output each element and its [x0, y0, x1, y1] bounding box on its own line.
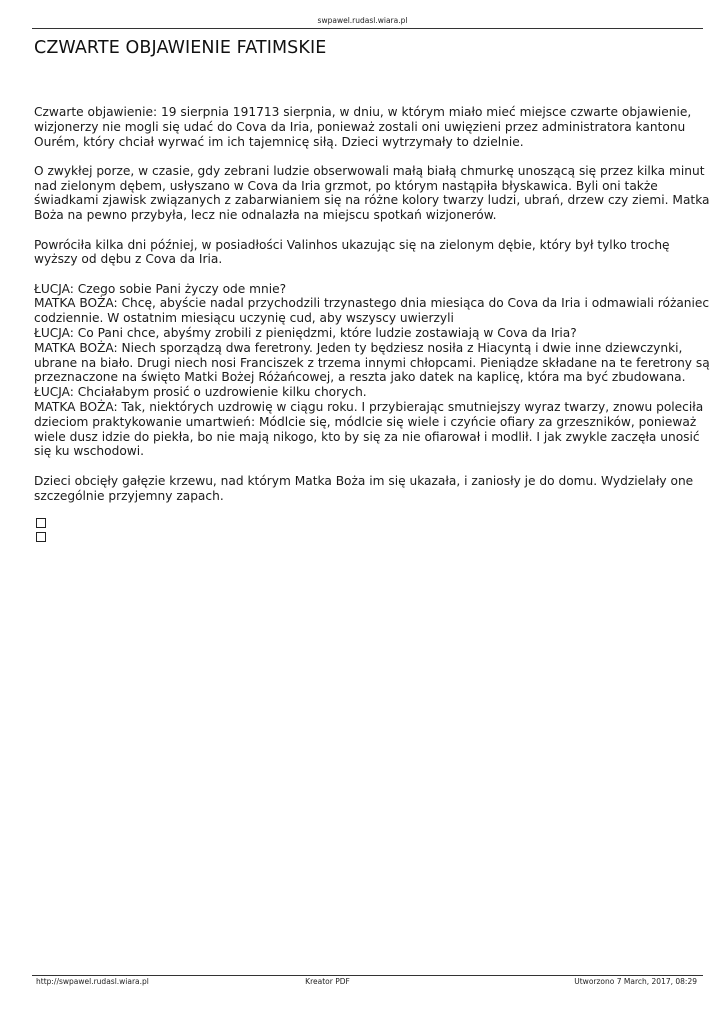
- paragraph-storm: O zwykłej porze, w czasie, gdy zebrani ludzie obserwowali małą białą chmurkę unoszącą się przez kilka minut nad zielonym dębem, usłyszano w Cova da Iria grzmot, po którym nastąpiła błyskawica. Byli oni także świadkami zjawisk związanych z zabarwianiem się na różne kolory twarzy ludzi, ubrań, drzew czy ziemi. Matka Boża na pewno przybyła, lecz nie odnalazła na miejscu spotkań wizjonerów.: [34, 163, 710, 223]
- dialogue-line: MATKA BOŻA: Chcę, abyście nadal przychodzili trzynastego dnia miesiąca do Cova da Iria i odmawiali różaniec codziennie. W ostatnim miesiącu uczynię cud, aby wszyscy uwierzyli: [34, 296, 710, 326]
- dialogue-line: ŁUCJA: Czego sobie Pani życzy ode mnie?: [34, 281, 287, 296]
- missing-image-icon: [36, 518, 46, 528]
- dialogue-block: [34, 282, 714, 460]
- footer-generator: Kreator PDF: [305, 977, 350, 986]
- article-body: [34, 105, 714, 546]
- dialogue-line: ŁUCJA: Chciałabym prosić o uzdrowienie kilku chorych.: [34, 385, 367, 400]
- paragraph-intro: Czwarte objawienie: 19 sierpnia 191713 sierpnia, w dniu, w którym miało mieć miejsce czwarte objawienie, wizjonerzy nie mogli się udać do Cova da Iria, ponieważ zostali oni uwięzieni przez administratora kantonu Ourém, który chciał wyrwać im ich tajemnicę siłą. Dzieci wytrzymały to dzielnie.: [34, 105, 692, 149]
- footer-divider: [32, 975, 703, 976]
- missing-images: [34, 518, 714, 542]
- dialogue-line: MATKA BOŻA: Niech sporządzą dwa feretrony. Jeden ty będziesz nosiła z Hiacyntą i dwie inne dziewczynki, ubrane na biało. Drugi niech nosi Franciszek z trzema innymi chłopcami. Pieniądze składane na te feretrony są przeznaczone na święto Matki Bożej Różańcowej, a reszta jako datek na kaplicę, która ma być zbudowana.: [34, 340, 710, 385]
- footer-created: Utworzono 7 March, 2017, 08:29: [574, 977, 697, 986]
- footer-url: http://swpawel.rudasl.wiara.pl: [36, 977, 149, 986]
- page-title: CZWARTE OBJAWIENIE FATIMSKIE: [34, 38, 327, 58]
- missing-image-icon: [36, 532, 46, 542]
- header-site-name: swpawel.rudasl.wiara.pl: [317, 16, 408, 25]
- dialogue-line: MATKA BOŻA: Tak, niektórych uzdrowię w ciągu roku. I przybierając smutniejszy wyraz twarzy, znowu poleciła dzieciom praktykowanie umartwień: Módlcie się, módlcie się wiele i czyńcie ofiary za grzeszników, ponieważ wiele dusz idzie do piekła, bo nie mają nikogo, kto by się za nie ofiarował i modlił. I jak zwykle zaczęła unosić się ku wschodowi.: [34, 400, 704, 459]
- dialogue-line: ŁUCJA: Co Pani chce, abyśmy zrobili z pieniędzmi, które ludzie zostawiają w Cova da Iria?: [34, 326, 577, 341]
- paragraph-valinhos: Powróciła kilka dni później, w posiadłości Valinhos ukazując się na zielonym dębie, który był tylko trochę wyższy od dębu z Cova da Iria.: [34, 237, 670, 267]
- paragraph-closing: Dzieci obcięły gałęzie krzewu, nad którym Matka Boża im się ukazała, i zaniosły je do domu. Wydzielały one szczególnie przyjemny zapach.: [34, 473, 694, 503]
- header-divider: [32, 28, 703, 29]
